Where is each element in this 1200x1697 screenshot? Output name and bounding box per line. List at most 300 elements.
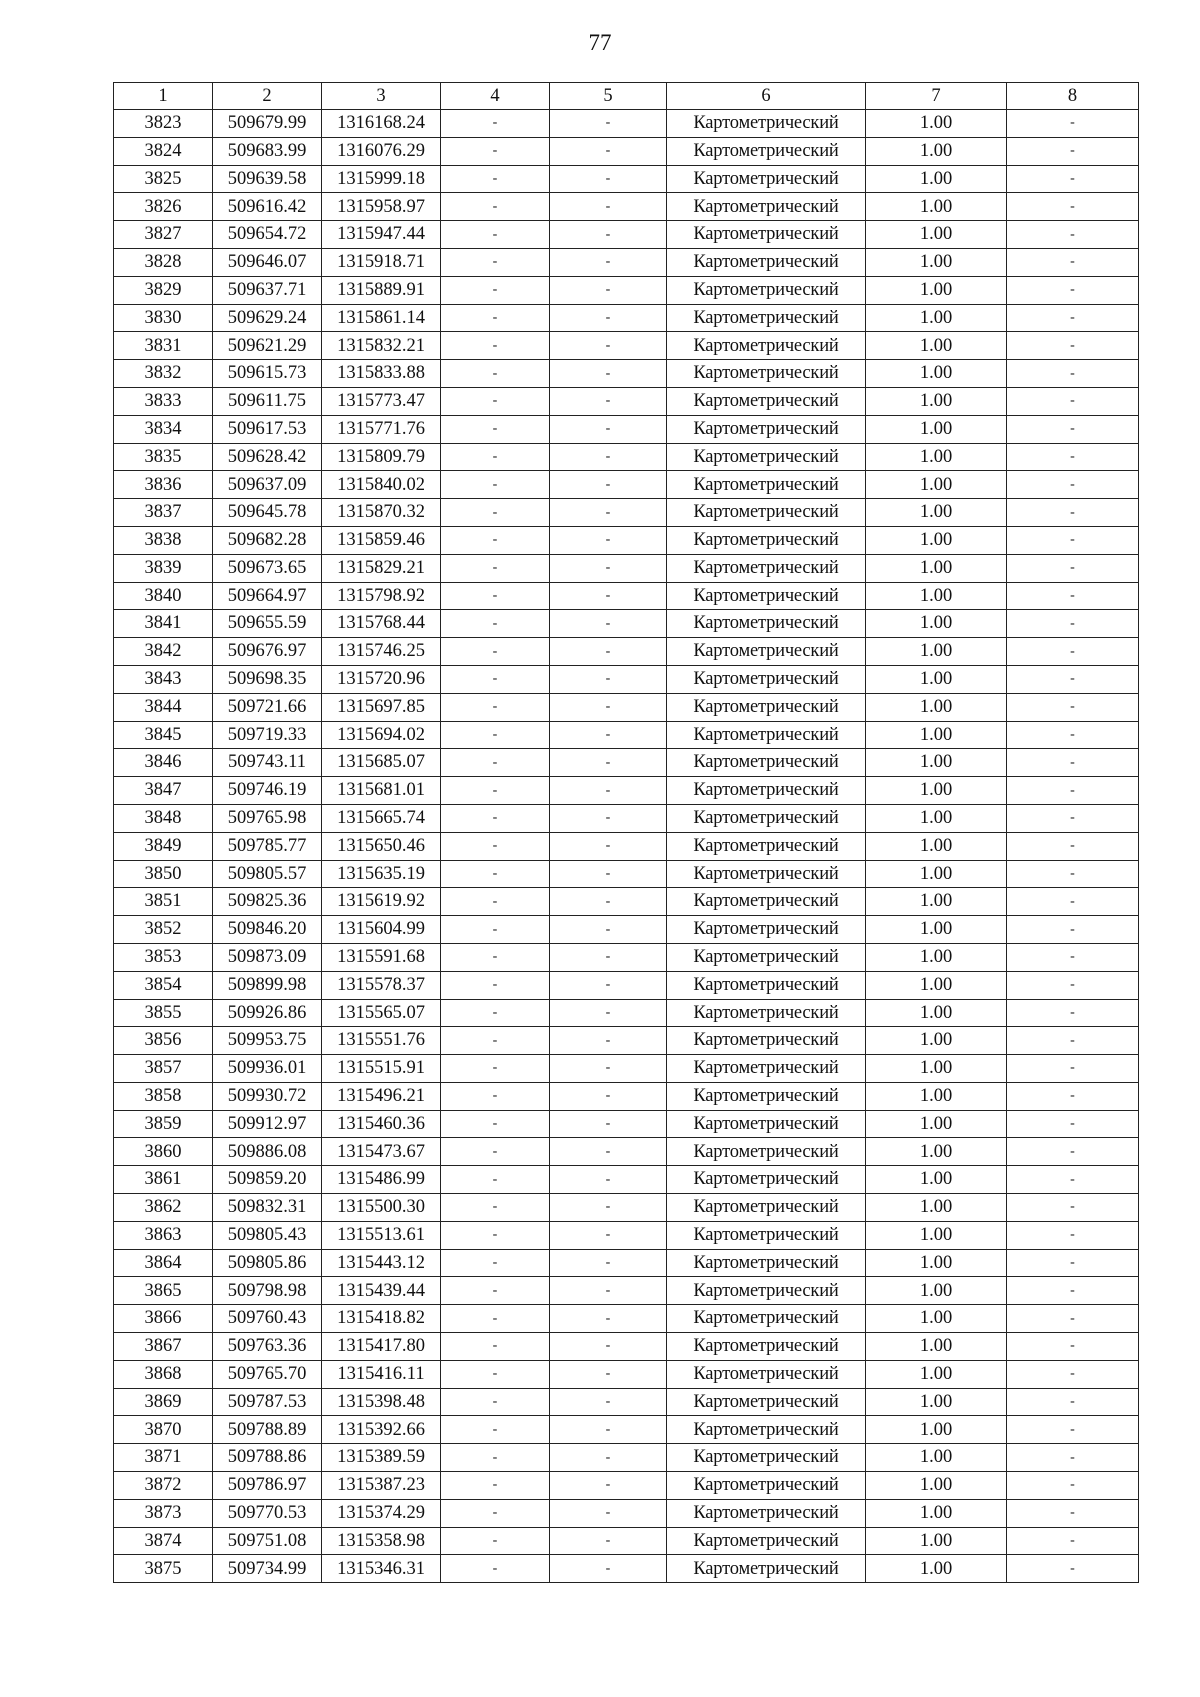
y-coordinate-cell: 1315720.96 xyxy=(322,665,441,693)
col8-cell: - xyxy=(1007,1444,1139,1472)
col8-cell: - xyxy=(1007,248,1139,276)
col5-cell: - xyxy=(550,415,667,443)
y-coordinate-cell: 1315918.71 xyxy=(322,248,441,276)
accuracy-cell: 1.00 xyxy=(866,638,1007,666)
method-cell: Картометрический xyxy=(667,1110,866,1138)
table-row xyxy=(114,499,1139,527)
x-coordinate-cell: 509805.43 xyxy=(213,1221,322,1249)
col8-cell: - xyxy=(1007,777,1139,805)
method-cell: Картометрический xyxy=(667,276,866,304)
accuracy-cell: 1.00 xyxy=(866,1277,1007,1305)
table-row xyxy=(114,1499,1139,1527)
col5-cell: - xyxy=(550,943,667,971)
point-number-cell: 3868 xyxy=(114,1360,213,1388)
accuracy-cell: 1.00 xyxy=(866,860,1007,888)
column-header: 6 xyxy=(667,83,866,110)
point-number-cell: 3859 xyxy=(114,1110,213,1138)
column-header: 4 xyxy=(441,83,550,110)
x-coordinate-cell: 509798.98 xyxy=(213,1277,322,1305)
col4-cell: - xyxy=(441,1027,550,1055)
col8-cell: - xyxy=(1007,1138,1139,1166)
table-row xyxy=(114,610,1139,638)
accuracy-cell: 1.00 xyxy=(866,916,1007,944)
col5-cell: - xyxy=(550,526,667,554)
col8-cell: - xyxy=(1007,471,1139,499)
col4-cell: - xyxy=(441,916,550,944)
col4-cell: - xyxy=(441,999,550,1027)
point-number-cell: 3841 xyxy=(114,610,213,638)
y-coordinate-cell: 1315374.29 xyxy=(322,1499,441,1527)
col5-cell: - xyxy=(550,1527,667,1555)
table-row xyxy=(114,248,1139,276)
y-coordinate-cell: 1315515.91 xyxy=(322,1055,441,1083)
point-number-cell: 3852 xyxy=(114,916,213,944)
col4-cell: - xyxy=(441,332,550,360)
x-coordinate-cell: 509637.71 xyxy=(213,276,322,304)
y-coordinate-cell: 1316076.29 xyxy=(322,137,441,165)
table-row xyxy=(114,804,1139,832)
accuracy-cell: 1.00 xyxy=(866,1360,1007,1388)
point-number-cell: 3823 xyxy=(114,110,213,138)
x-coordinate-cell: 509936.01 xyxy=(213,1055,322,1083)
accuracy-cell: 1.00 xyxy=(866,1194,1007,1222)
accuracy-cell: 1.00 xyxy=(866,1333,1007,1361)
accuracy-cell: 1.00 xyxy=(866,1138,1007,1166)
col4-cell: - xyxy=(441,415,550,443)
col4-cell: - xyxy=(441,582,550,610)
y-coordinate-cell: 1315551.76 xyxy=(322,1027,441,1055)
col8-cell: - xyxy=(1007,332,1139,360)
table-row xyxy=(114,1333,1139,1361)
col5-cell: - xyxy=(550,499,667,527)
x-coordinate-cell: 509673.65 xyxy=(213,554,322,582)
col5-cell: - xyxy=(550,276,667,304)
y-coordinate-cell: 1315565.07 xyxy=(322,999,441,1027)
x-coordinate-cell: 509832.31 xyxy=(213,1194,322,1222)
col8-cell: - xyxy=(1007,1388,1139,1416)
method-cell: Картометрический xyxy=(667,971,866,999)
accuracy-cell: 1.00 xyxy=(866,193,1007,221)
accuracy-cell: 1.00 xyxy=(866,888,1007,916)
table-row xyxy=(114,526,1139,554)
method-cell: Картометрический xyxy=(667,1277,866,1305)
y-coordinate-cell: 1315832.21 xyxy=(322,332,441,360)
x-coordinate-cell: 509930.72 xyxy=(213,1082,322,1110)
point-number-cell: 3858 xyxy=(114,1082,213,1110)
table-row xyxy=(114,332,1139,360)
point-number-cell: 3851 xyxy=(114,888,213,916)
point-number-cell: 3842 xyxy=(114,638,213,666)
col8-cell: - xyxy=(1007,1249,1139,1277)
y-coordinate-cell: 1315958.97 xyxy=(322,193,441,221)
col5-cell: - xyxy=(550,1555,667,1583)
table-row xyxy=(114,749,1139,777)
method-cell: Картометрический xyxy=(667,1221,866,1249)
table-row xyxy=(114,1305,1139,1333)
col8-cell: - xyxy=(1007,610,1139,638)
col8-cell: - xyxy=(1007,221,1139,249)
x-coordinate-cell: 509629.24 xyxy=(213,304,322,332)
col5-cell: - xyxy=(550,110,667,138)
y-coordinate-cell: 1315650.46 xyxy=(322,832,441,860)
col4-cell: - xyxy=(441,1194,550,1222)
method-cell: Картометрический xyxy=(667,415,866,443)
y-coordinate-cell: 1315392.66 xyxy=(322,1416,441,1444)
y-coordinate-cell: 1315443.12 xyxy=(322,1249,441,1277)
col8-cell: - xyxy=(1007,749,1139,777)
table-row xyxy=(114,443,1139,471)
method-cell: Картометрический xyxy=(667,360,866,388)
table-row xyxy=(114,1416,1139,1444)
x-coordinate-cell: 509859.20 xyxy=(213,1166,322,1194)
table-row xyxy=(114,137,1139,165)
point-number-cell: 3849 xyxy=(114,832,213,860)
col5-cell: - xyxy=(550,1138,667,1166)
table-body xyxy=(114,110,1139,1583)
method-cell: Картометрический xyxy=(667,1444,866,1472)
x-coordinate-cell: 509751.08 xyxy=(213,1527,322,1555)
table-row xyxy=(114,1055,1139,1083)
table-row xyxy=(114,110,1139,138)
accuracy-cell: 1.00 xyxy=(866,332,1007,360)
y-coordinate-cell: 1315859.46 xyxy=(322,526,441,554)
col4-cell: - xyxy=(441,1416,550,1444)
point-number-cell: 3860 xyxy=(114,1138,213,1166)
col8-cell: - xyxy=(1007,499,1139,527)
col5-cell: - xyxy=(550,1194,667,1222)
col8-cell: - xyxy=(1007,1055,1139,1083)
x-coordinate-cell: 509763.36 xyxy=(213,1333,322,1361)
method-cell: Картометрический xyxy=(667,888,866,916)
accuracy-cell: 1.00 xyxy=(866,832,1007,860)
x-coordinate-cell: 509785.77 xyxy=(213,832,322,860)
col5-cell: - xyxy=(550,971,667,999)
accuracy-cell: 1.00 xyxy=(866,1555,1007,1583)
table-row xyxy=(114,554,1139,582)
x-coordinate-cell: 509805.86 xyxy=(213,1249,322,1277)
table-row xyxy=(114,1221,1139,1249)
accuracy-cell: 1.00 xyxy=(866,1444,1007,1472)
accuracy-cell: 1.00 xyxy=(866,1027,1007,1055)
table-row xyxy=(114,1527,1139,1555)
table-row xyxy=(114,1082,1139,1110)
method-cell: Картометрический xyxy=(667,248,866,276)
point-number-cell: 3874 xyxy=(114,1527,213,1555)
y-coordinate-cell: 1315840.02 xyxy=(322,471,441,499)
col4-cell: - xyxy=(441,110,550,138)
column-header: 7 xyxy=(866,83,1007,110)
point-number-cell: 3824 xyxy=(114,137,213,165)
col4-cell: - xyxy=(441,1166,550,1194)
col4-cell: - xyxy=(441,1277,550,1305)
y-coordinate-cell: 1315829.21 xyxy=(322,554,441,582)
table-row xyxy=(114,1166,1139,1194)
accuracy-cell: 1.00 xyxy=(866,276,1007,304)
method-cell: Картометрический xyxy=(667,110,866,138)
col5-cell: - xyxy=(550,1388,667,1416)
y-coordinate-cell: 1315768.44 xyxy=(322,610,441,638)
col8-cell: - xyxy=(1007,1082,1139,1110)
x-coordinate-cell: 509639.58 xyxy=(213,165,322,193)
col5-cell: - xyxy=(550,1277,667,1305)
table-row xyxy=(114,943,1139,971)
table-row xyxy=(114,1249,1139,1277)
col5-cell: - xyxy=(550,1221,667,1249)
method-cell: Картометрический xyxy=(667,554,866,582)
y-coordinate-cell: 1315685.07 xyxy=(322,749,441,777)
col5-cell: - xyxy=(550,777,667,805)
col5-cell: - xyxy=(550,360,667,388)
col4-cell: - xyxy=(441,860,550,888)
col4-cell: - xyxy=(441,665,550,693)
method-cell: Картометрический xyxy=(667,804,866,832)
col5-cell: - xyxy=(550,554,667,582)
method-cell: Картометрический xyxy=(667,387,866,415)
point-number-cell: 3873 xyxy=(114,1499,213,1527)
x-coordinate-cell: 509886.08 xyxy=(213,1138,322,1166)
x-coordinate-cell: 509664.97 xyxy=(213,582,322,610)
col5-cell: - xyxy=(550,137,667,165)
method-cell: Картометрический xyxy=(667,693,866,721)
x-coordinate-cell: 509683.99 xyxy=(213,137,322,165)
col5-cell: - xyxy=(550,443,667,471)
col4-cell: - xyxy=(441,1249,550,1277)
col4-cell: - xyxy=(441,638,550,666)
column-header: 2 xyxy=(213,83,322,110)
col4-cell: - xyxy=(441,165,550,193)
col5-cell: - xyxy=(550,721,667,749)
point-number-cell: 3850 xyxy=(114,860,213,888)
point-number-cell: 3834 xyxy=(114,415,213,443)
method-cell: Картометрический xyxy=(667,1472,866,1500)
table-row xyxy=(114,582,1139,610)
method-cell: Картометрический xyxy=(667,832,866,860)
point-number-cell: 3830 xyxy=(114,304,213,332)
col8-cell: - xyxy=(1007,1194,1139,1222)
method-cell: Картометрический xyxy=(667,860,866,888)
accuracy-cell: 1.00 xyxy=(866,1166,1007,1194)
col5-cell: - xyxy=(550,804,667,832)
col5-cell: - xyxy=(550,332,667,360)
col8-cell: - xyxy=(1007,582,1139,610)
table-row xyxy=(114,638,1139,666)
point-number-cell: 3825 xyxy=(114,165,213,193)
x-coordinate-cell: 509646.07 xyxy=(213,248,322,276)
col5-cell: - xyxy=(550,1055,667,1083)
table-row xyxy=(114,193,1139,221)
table-row xyxy=(114,777,1139,805)
col8-cell: - xyxy=(1007,1110,1139,1138)
x-coordinate-cell: 509786.97 xyxy=(213,1472,322,1500)
col8-cell: - xyxy=(1007,1416,1139,1444)
point-number-cell: 3869 xyxy=(114,1388,213,1416)
col5-cell: - xyxy=(550,860,667,888)
x-coordinate-cell: 509616.42 xyxy=(213,193,322,221)
col4-cell: - xyxy=(441,1138,550,1166)
accuracy-cell: 1.00 xyxy=(866,1082,1007,1110)
col5-cell: - xyxy=(550,387,667,415)
point-number-cell: 3861 xyxy=(114,1166,213,1194)
method-cell: Картометрический xyxy=(667,165,866,193)
col4-cell: - xyxy=(441,276,550,304)
table-row xyxy=(114,1555,1139,1583)
table-row xyxy=(114,860,1139,888)
x-coordinate-cell: 509787.53 xyxy=(213,1388,322,1416)
table-row xyxy=(114,1360,1139,1388)
col5-cell: - xyxy=(550,582,667,610)
col4-cell: - xyxy=(441,554,550,582)
accuracy-cell: 1.00 xyxy=(866,221,1007,249)
col8-cell: - xyxy=(1007,1305,1139,1333)
point-number-cell: 3871 xyxy=(114,1444,213,1472)
point-number-cell: 3832 xyxy=(114,360,213,388)
table-row xyxy=(114,221,1139,249)
point-number-cell: 3870 xyxy=(114,1416,213,1444)
y-coordinate-cell: 1315389.59 xyxy=(322,1444,441,1472)
method-cell: Картометрический xyxy=(667,943,866,971)
x-coordinate-cell: 509637.09 xyxy=(213,471,322,499)
accuracy-cell: 1.00 xyxy=(866,248,1007,276)
table-row xyxy=(114,387,1139,415)
y-coordinate-cell: 1315694.02 xyxy=(322,721,441,749)
col8-cell: - xyxy=(1007,888,1139,916)
y-coordinate-cell: 1315398.48 xyxy=(322,1388,441,1416)
col5-cell: - xyxy=(550,832,667,860)
y-coordinate-cell: 1315889.91 xyxy=(322,276,441,304)
col4-cell: - xyxy=(441,1221,550,1249)
x-coordinate-cell: 509615.73 xyxy=(213,360,322,388)
method-cell: Картометрический xyxy=(667,1305,866,1333)
method-cell: Картометрический xyxy=(667,1527,866,1555)
x-coordinate-cell: 509719.33 xyxy=(213,721,322,749)
y-coordinate-cell: 1315861.14 xyxy=(322,304,441,332)
x-coordinate-cell: 509788.86 xyxy=(213,1444,322,1472)
method-cell: Картометрический xyxy=(667,137,866,165)
point-number-cell: 3826 xyxy=(114,193,213,221)
y-coordinate-cell: 1315486.99 xyxy=(322,1166,441,1194)
col8-cell: - xyxy=(1007,1527,1139,1555)
y-coordinate-cell: 1315346.31 xyxy=(322,1555,441,1583)
col8-cell: - xyxy=(1007,526,1139,554)
point-number-cell: 3844 xyxy=(114,693,213,721)
y-coordinate-cell: 1315999.18 xyxy=(322,165,441,193)
x-coordinate-cell: 509760.43 xyxy=(213,1305,322,1333)
col4-cell: - xyxy=(441,943,550,971)
method-cell: Картометрический xyxy=(667,193,866,221)
col8-cell: - xyxy=(1007,137,1139,165)
table-row xyxy=(114,1388,1139,1416)
x-coordinate-cell: 509628.42 xyxy=(213,443,322,471)
col5-cell: - xyxy=(550,999,667,1027)
col4-cell: - xyxy=(441,1082,550,1110)
x-coordinate-cell: 509788.89 xyxy=(213,1416,322,1444)
col4-cell: - xyxy=(441,1110,550,1138)
y-coordinate-cell: 1315591.68 xyxy=(322,943,441,971)
accuracy-cell: 1.00 xyxy=(866,971,1007,999)
col5-cell: - xyxy=(550,1027,667,1055)
col8-cell: - xyxy=(1007,721,1139,749)
col5-cell: - xyxy=(550,304,667,332)
col5-cell: - xyxy=(550,1472,667,1500)
accuracy-cell: 1.00 xyxy=(866,360,1007,388)
col8-cell: - xyxy=(1007,1555,1139,1583)
x-coordinate-cell: 509912.97 xyxy=(213,1110,322,1138)
x-coordinate-cell: 509682.28 xyxy=(213,526,322,554)
method-cell: Картометрический xyxy=(667,1138,866,1166)
col8-cell: - xyxy=(1007,971,1139,999)
method-cell: Картометрический xyxy=(667,1333,866,1361)
col5-cell: - xyxy=(550,916,667,944)
accuracy-cell: 1.00 xyxy=(866,582,1007,610)
point-number-cell: 3829 xyxy=(114,276,213,304)
point-number-cell: 3857 xyxy=(114,1055,213,1083)
col4-cell: - xyxy=(441,471,550,499)
y-coordinate-cell: 1315387.23 xyxy=(322,1472,441,1500)
accuracy-cell: 1.00 xyxy=(866,304,1007,332)
x-coordinate-cell: 509846.20 xyxy=(213,916,322,944)
table-row xyxy=(114,1110,1139,1138)
col4-cell: - xyxy=(441,1388,550,1416)
col4-cell: - xyxy=(441,443,550,471)
x-coordinate-cell: 509746.19 xyxy=(213,777,322,805)
y-coordinate-cell: 1315947.44 xyxy=(322,221,441,249)
col8-cell: - xyxy=(1007,554,1139,582)
y-coordinate-cell: 1315416.11 xyxy=(322,1360,441,1388)
table-row xyxy=(114,471,1139,499)
y-coordinate-cell: 1315578.37 xyxy=(322,971,441,999)
col5-cell: - xyxy=(550,1360,667,1388)
y-coordinate-cell: 1315473.67 xyxy=(322,1138,441,1166)
col4-cell: - xyxy=(441,1444,550,1472)
point-number-cell: 3827 xyxy=(114,221,213,249)
table-row xyxy=(114,165,1139,193)
point-number-cell: 3862 xyxy=(114,1194,213,1222)
page-number: 77 xyxy=(588,30,612,55)
table-row xyxy=(114,1194,1139,1222)
col4-cell: - xyxy=(441,804,550,832)
table-row xyxy=(114,360,1139,388)
point-number-cell: 3853 xyxy=(114,943,213,971)
col5-cell: - xyxy=(550,693,667,721)
method-cell: Картометрический xyxy=(667,638,866,666)
col8-cell: - xyxy=(1007,110,1139,138)
col4-cell: - xyxy=(441,1055,550,1083)
table-row xyxy=(114,1138,1139,1166)
x-coordinate-cell: 509825.36 xyxy=(213,888,322,916)
method-cell: Картометрический xyxy=(667,443,866,471)
col5-cell: - xyxy=(550,1333,667,1361)
method-cell: Картометрический xyxy=(667,221,866,249)
point-number-cell: 3838 xyxy=(114,526,213,554)
col5-cell: - xyxy=(550,1444,667,1472)
col4-cell: - xyxy=(441,1333,550,1361)
col8-cell: - xyxy=(1007,193,1139,221)
point-number-cell: 3875 xyxy=(114,1555,213,1583)
x-coordinate-cell: 509734.99 xyxy=(213,1555,322,1583)
accuracy-cell: 1.00 xyxy=(866,1472,1007,1500)
x-coordinate-cell: 509770.53 xyxy=(213,1499,322,1527)
y-coordinate-cell: 1315773.47 xyxy=(322,387,441,415)
method-cell: Картометрический xyxy=(667,332,866,360)
point-number-cell: 3846 xyxy=(114,749,213,777)
accuracy-cell: 1.00 xyxy=(866,804,1007,832)
accuracy-cell: 1.00 xyxy=(866,415,1007,443)
y-coordinate-cell: 1315870.32 xyxy=(322,499,441,527)
col8-cell: - xyxy=(1007,860,1139,888)
method-cell: Картометрический xyxy=(667,1194,866,1222)
method-cell: Картометрический xyxy=(667,582,866,610)
method-cell: Картометрический xyxy=(667,1249,866,1277)
